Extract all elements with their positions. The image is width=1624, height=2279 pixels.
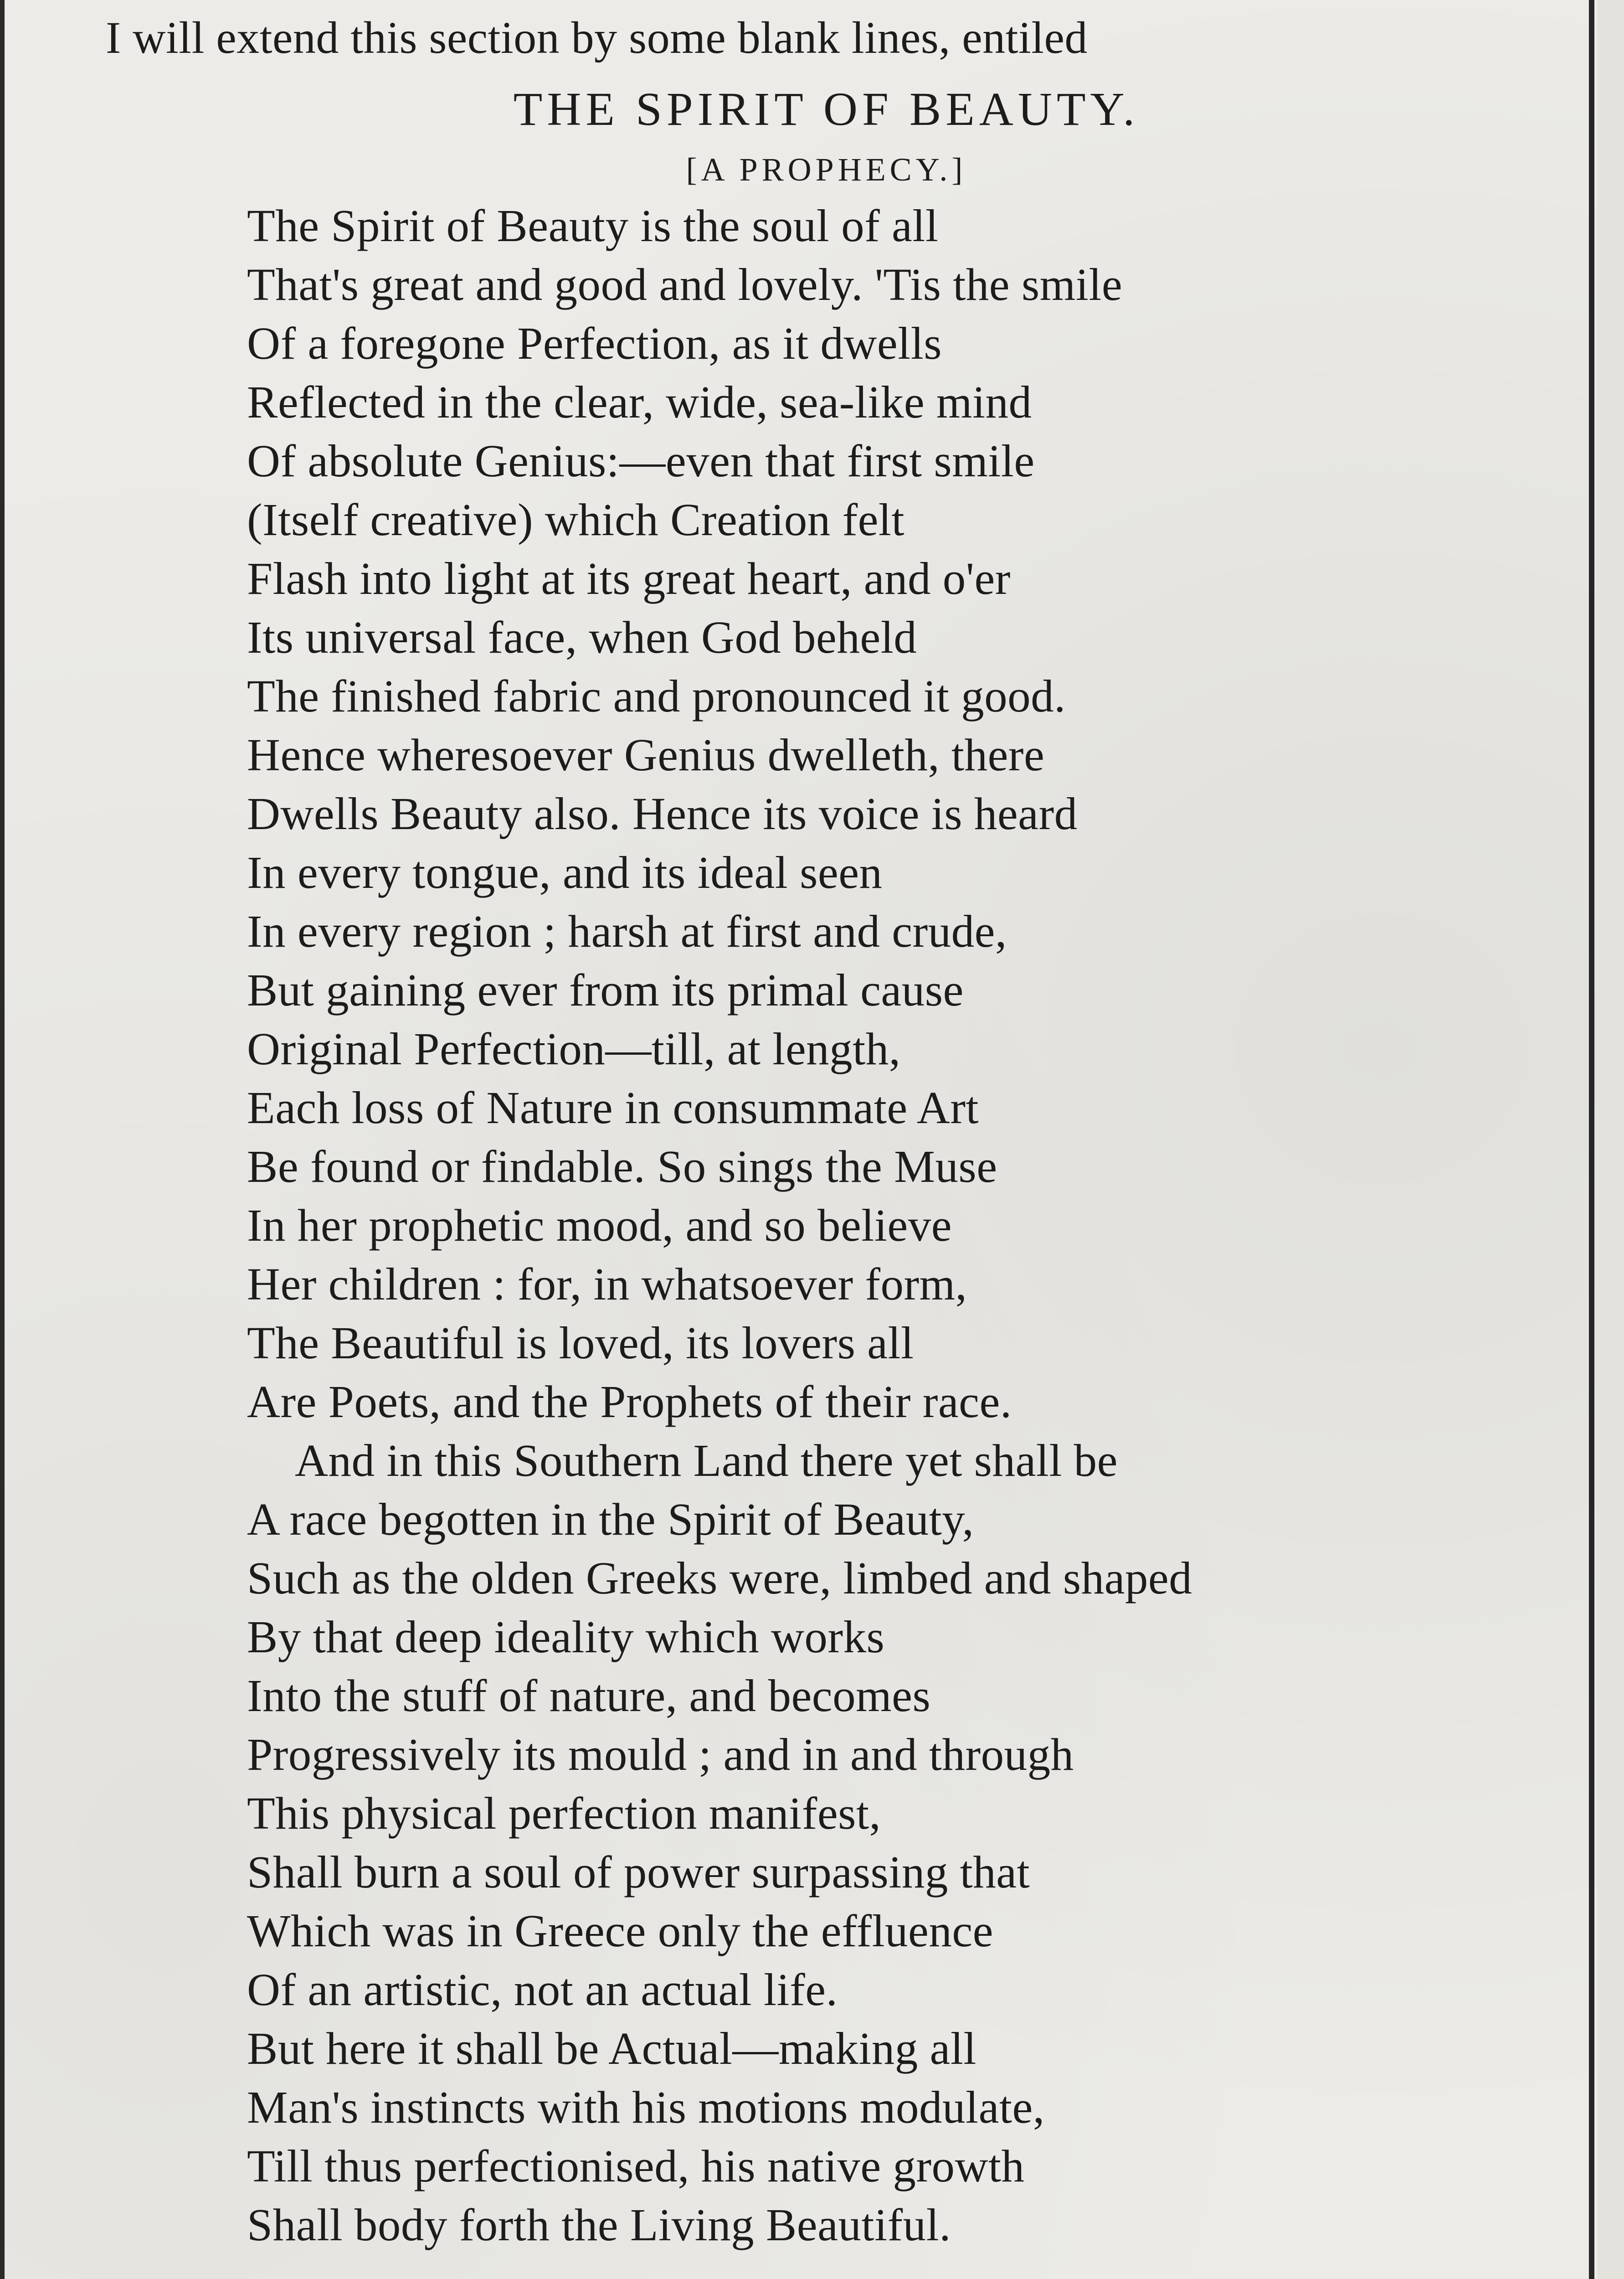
poem-subtitle: [A PROPHECY.]	[686, 151, 967, 188]
poem-line: A race begotten in the Spirit of Beauty,	[247, 1494, 974, 1545]
poem-line: Till thus perfectionised, his native growth	[247, 2140, 1025, 2191]
poem-line: Progressively its mould ; and in and through	[247, 1729, 1074, 1780]
poem-line: By that deep ideality which works	[247, 1611, 885, 1662]
poem-line: The finished fabric and pronounced it good.	[247, 670, 1066, 722]
right-column-rule	[1589, 0, 1594, 2279]
poem-line: Be found or findable. So sings the Muse	[247, 1141, 997, 1192]
poem-line: In her prophetic mood, and so believe	[247, 1200, 952, 1251]
poem-line: Of a foregone Perfection, as it dwells	[247, 318, 942, 369]
poem-line: Shall body forth the Living Beautiful.	[247, 2199, 951, 2250]
poem-line: But here it shall be Actual—making all	[247, 2023, 976, 2074]
poem-line: Reflected in the clear, wide, sea-like mind	[247, 376, 1032, 428]
poem-line: The Spirit of Beauty is the soul of all	[247, 200, 939, 251]
left-column-rule	[0, 0, 5, 2279]
poem-line: But gaining ever from its primal cause	[247, 964, 964, 1016]
poem-line: Dwells Beauty also. Hence its voice is heard	[247, 788, 1078, 839]
poem-line: Of an artistic, not an actual life.	[247, 1964, 838, 2015]
poem-line: Hence wheresoever Genius dwelleth, there	[247, 729, 1045, 780]
poem-line: Are Poets, and the Prophets of their race.	[247, 1376, 1012, 1427]
poem-line: (Itself creative) which Creation felt	[247, 494, 905, 545]
poem-line-indented: And in this Southern Land there yet shall be	[295, 1435, 1118, 1486]
poem-line: Man's instincts with his motions modulate,	[247, 2082, 1045, 2133]
intro-line: I will extend this section by some blank lines, entiled	[106, 12, 1088, 63]
poem-line: Which was in Greece only the effluence	[247, 1905, 994, 1956]
poem-body	[247, 196, 1568, 2254]
poem-line: Such as the olden Greeks were, limbed and shaped	[247, 1552, 1192, 1604]
poem-line: That's great and good and lovely. 'Tis the smile	[247, 259, 1123, 310]
poem-line: Of absolute Genius:—even that first smile	[247, 435, 1035, 486]
poem-line: Her children : for, in whatsoever form,	[247, 1258, 967, 1310]
poem-line: Flash into light at its great heart, and o'er	[247, 553, 1011, 604]
poem-line: Each loss of Nature in consummate Art	[247, 1082, 979, 1133]
poem-line: In every region ; harsh at first and crude,	[247, 906, 1007, 957]
poem-line: The Beautiful is loved, its lovers all	[247, 1317, 914, 1368]
adjacent-column-edge	[1597, 0, 1624, 2279]
poem-title: THE SPIRIT OF BEAUTY.	[513, 83, 1140, 135]
poem-line: Its universal face, when God beheld	[247, 612, 917, 663]
poem-line: Shall burn a soul of power surpassing that	[247, 1846, 1030, 1897]
poem-line: Into the stuff of nature, and becomes	[247, 1670, 931, 1721]
poem-line: Original Perfection—till, at length,	[247, 1023, 901, 1074]
poem-line: This physical perfection manifest,	[247, 1788, 881, 1839]
poem-line: In every tongue, and its ideal seen	[247, 847, 883, 898]
